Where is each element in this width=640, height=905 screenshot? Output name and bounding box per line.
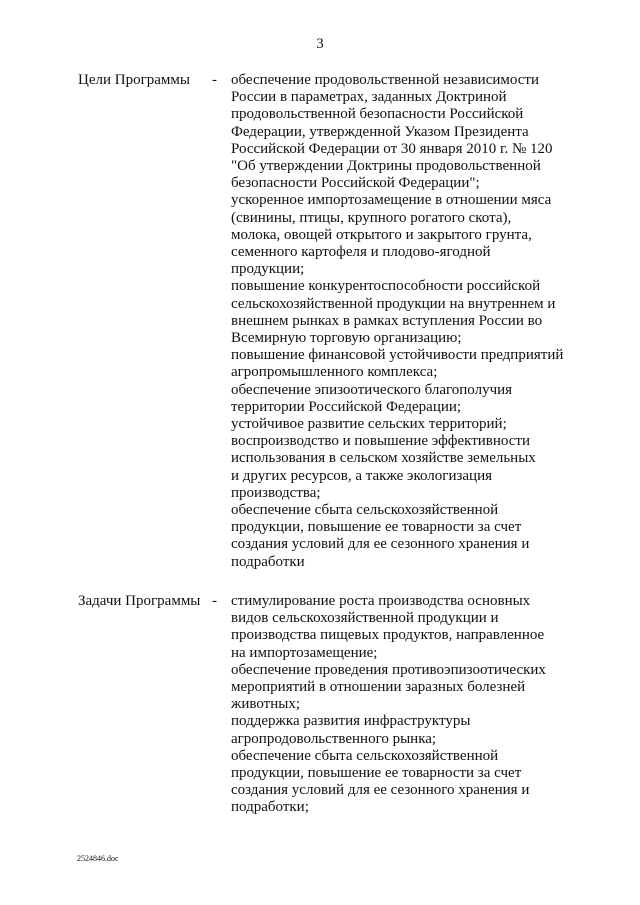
body-text-line: ускоренное импортозамещение в отношении мяса	[231, 192, 552, 209]
body-text-line: подработки;	[231, 799, 309, 816]
body-text-line: продукции, повышение ее товарности за счет	[231, 765, 522, 782]
section-label-tasks: Задачи Программы	[78, 593, 201, 609]
body-text-line: агропродовольственного рынка;	[231, 730, 437, 747]
body-text-line: использования в сельском хозяйстве земельных	[231, 450, 536, 467]
body-text-line: обеспечение эпизоотического благополучия	[231, 381, 513, 398]
body-text-line: повышение финансовой устойчивости предприятий	[231, 347, 564, 364]
body-text-line: стимулирование роста производства основных	[231, 593, 531, 609]
section-label-goals: Цели Программы	[78, 72, 190, 88]
section-body-tasks	[231, 593, 571, 817]
body-text-line: создания условий для ее сезонного хранения и	[231, 782, 530, 799]
body-text-line: агропромышленного комплекса;	[231, 364, 438, 381]
body-text-line: продукции, повышение ее товарности за счет	[231, 519, 522, 536]
body-text-line: Всемирную торговую организацию;	[231, 330, 462, 347]
body-text-line: животных;	[231, 696, 301, 713]
body-text-line: подработки	[231, 553, 305, 570]
body-text-line: обеспечение сбыта сельскохозяйственной	[231, 502, 499, 519]
body-text-line: (свинины, птицы, крупного рогатого скота),	[231, 209, 512, 226]
body-text-line: России в параметрах, заданных Доктриной	[231, 89, 507, 106]
body-text-line: воспроизводство и повышение эффективности	[231, 433, 531, 450]
page-number: 3	[316, 36, 324, 52]
body-text-line: создания условий для ее сезонного хранения и	[231, 536, 530, 553]
body-text-line: Федерации, утвержденной Указом Президента	[231, 123, 529, 140]
body-text-line: обеспечение сбыта сельскохозяйственной	[231, 747, 499, 764]
section-dash: -	[212, 593, 217, 609]
body-text-line: и других ресурсов, а также экологизация	[231, 467, 493, 484]
body-text-line: продовольственной безопасности Российской	[231, 106, 524, 123]
body-text-line: Российской Федерации от 30 января 2010 г. № 120	[231, 140, 553, 157]
body-text-line: обеспечение проведения противоэпизоотических	[231, 661, 546, 678]
section-body-goals	[231, 72, 571, 571]
body-text-line: обеспечение продовольственной независимости	[231, 72, 539, 88]
body-text-line: молока, овощей открытого и закрытого грунта,	[231, 226, 532, 243]
body-text-line: "Об утверждении Доктрины продовольственной	[231, 158, 541, 175]
body-text-line: продукции;	[231, 261, 305, 278]
body-text-line: устойчивое развитие сельских территорий;	[231, 416, 507, 433]
body-text-line: повышение конкурентоспособности российской	[231, 278, 541, 295]
body-text-line: производства;	[231, 484, 321, 501]
body-text-line: территории Российской Федерации;	[231, 398, 462, 415]
body-text-line: производства пищевых продуктов, направленное	[231, 627, 545, 644]
body-text-line: поддержка развития инфраструктуры	[231, 713, 471, 730]
body-text-line: сельскохозяйственной продукции на внутреннем и	[231, 295, 556, 312]
body-text-line: безопасности Российской Федерации";	[231, 175, 480, 192]
body-text-line: семенного картофеля и плодово-ягодной	[231, 244, 491, 261]
section-dash: -	[212, 72, 217, 88]
footer-filename: 2524846.doc	[77, 854, 119, 863]
body-text-line: мероприятий в отношении заразных болезней	[231, 679, 526, 696]
body-text-line: на импортозамещение;	[231, 644, 378, 661]
body-text-line: видов сельскохозяйственной продукции и	[231, 610, 499, 627]
body-text-line: внешнем рынках в рамках вступления России во	[231, 312, 543, 329]
